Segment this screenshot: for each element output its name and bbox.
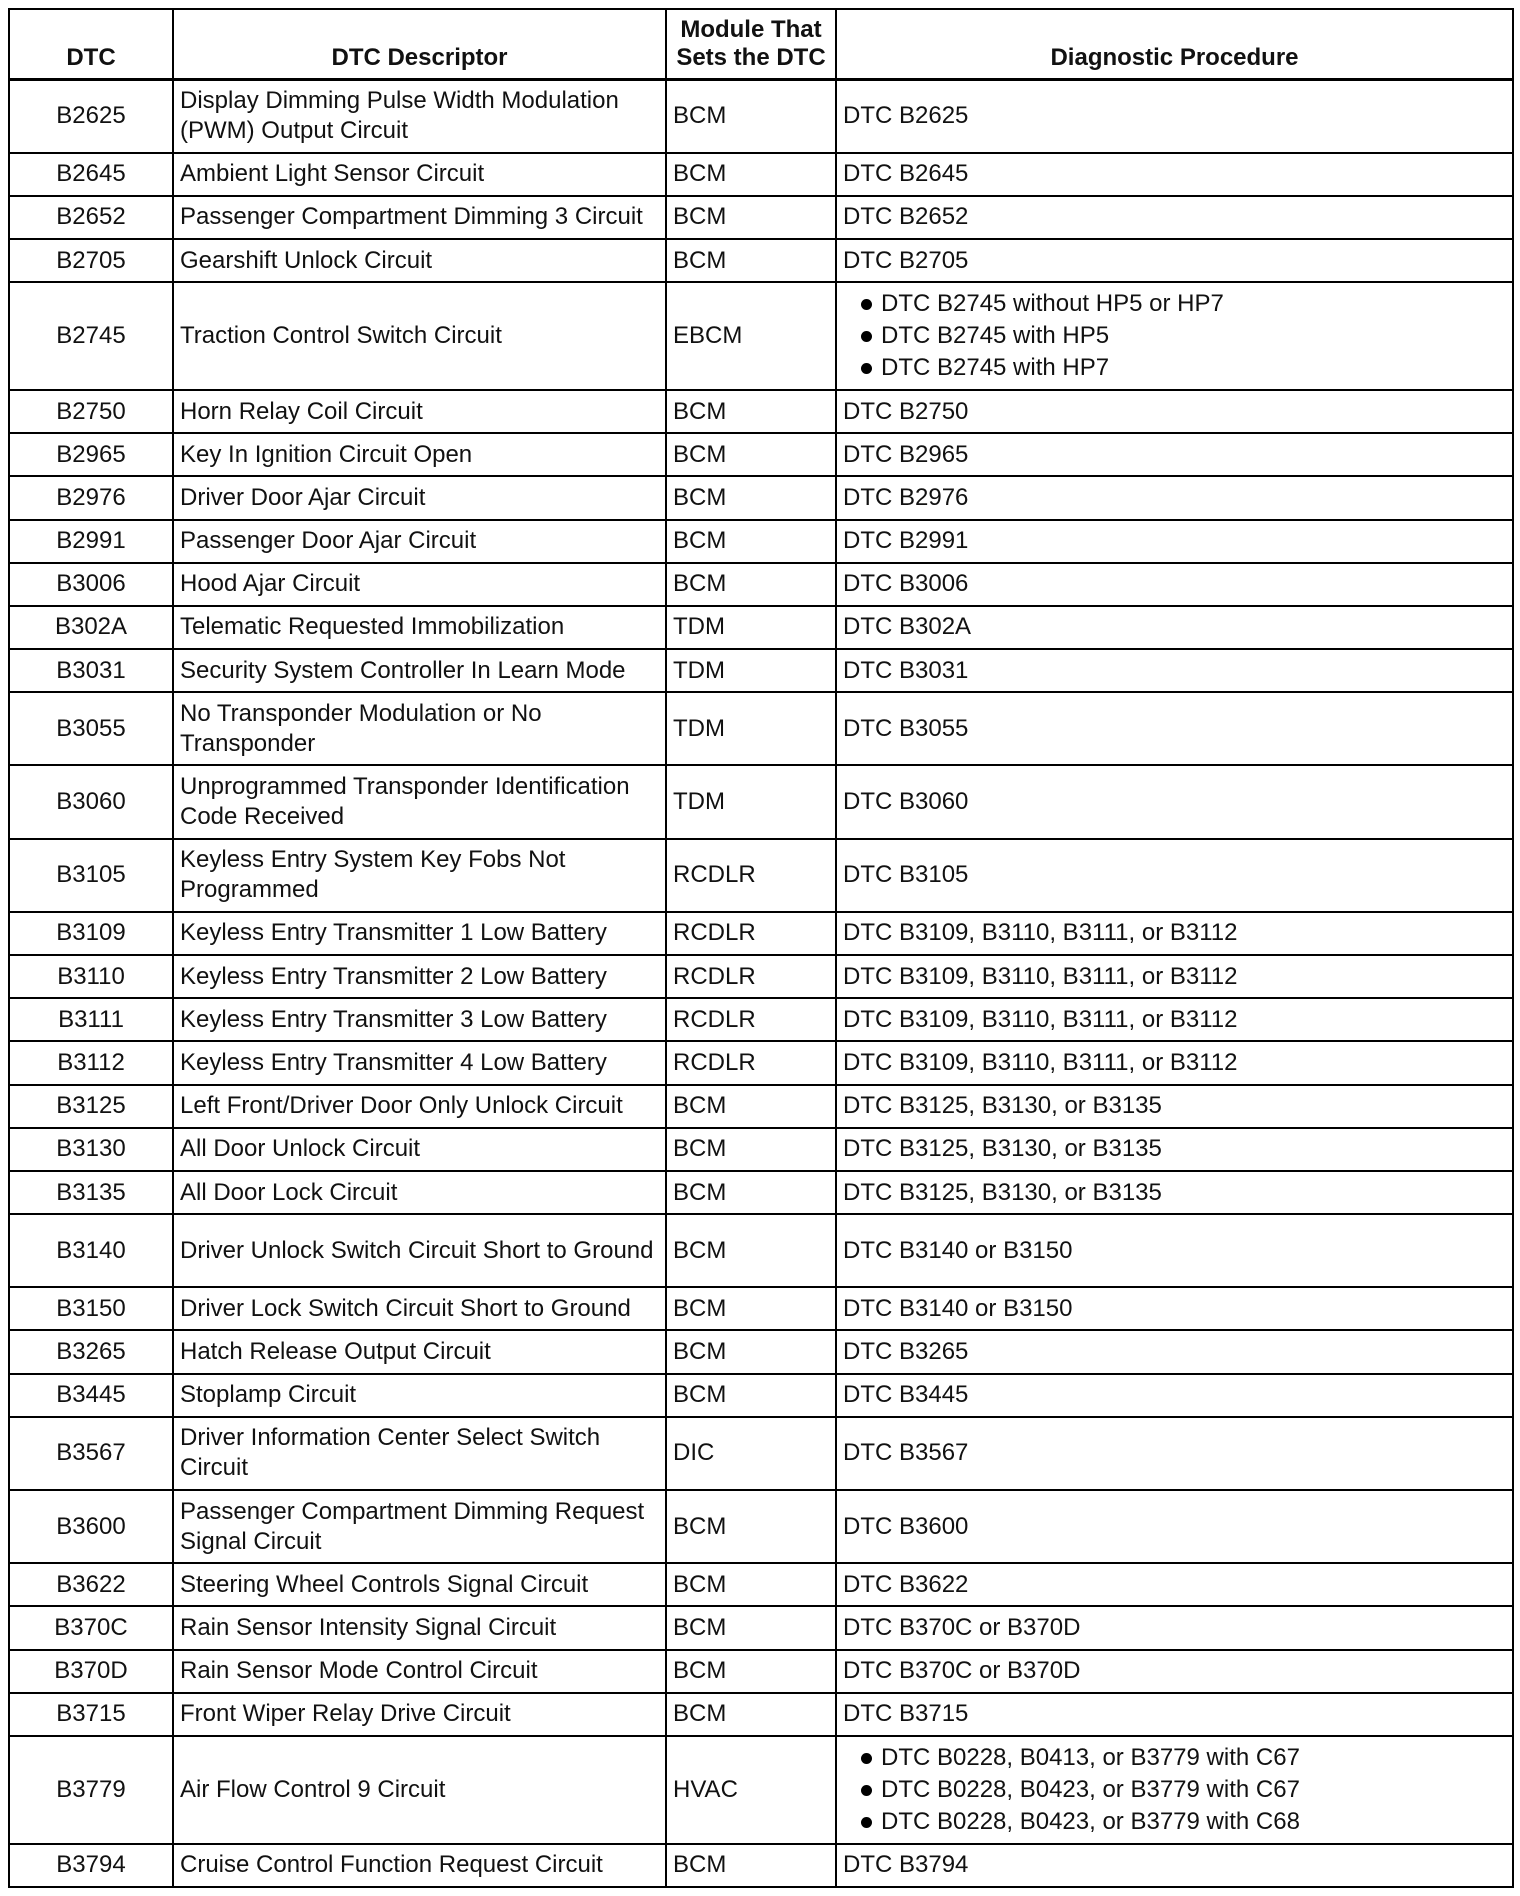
table-row [9, 1650, 1513, 1693]
diagnostic-procedure[interactable]: DTC B2976 [836, 476, 1513, 519]
dtc-code: B3125 [9, 1085, 173, 1128]
dtc-descriptor: Passenger Door Ajar Circuit [173, 520, 666, 563]
table-row [9, 1041, 1513, 1084]
diagnostic-procedure[interactable]: DTC B3109, B3110, B3111, or B3112 [836, 955, 1513, 998]
dtc-module: BCM [666, 1171, 836, 1214]
dtc-descriptor: Unprogrammed Transponder Identification Code Received [173, 765, 666, 838]
header-dtc: DTC [9, 9, 173, 80]
procedure-link[interactable]: DTC B2745 without HP5 or HP7 [843, 288, 1506, 320]
table-row [9, 1330, 1513, 1373]
dtc-descriptor: Rain Sensor Intensity Signal Circuit [173, 1606, 666, 1649]
diagnostic-procedure[interactable]: DTC B2645 [836, 153, 1513, 196]
table-row [9, 1417, 1513, 1490]
diagnostic-procedure [836, 1736, 1513, 1844]
header-module-line1: Module That [680, 16, 822, 43]
diagnostic-procedure[interactable]: DTC B302A [836, 606, 1513, 649]
dtc-code: B3150 [9, 1287, 173, 1330]
table-row [9, 1128, 1513, 1171]
dtc-code: B3112 [9, 1041, 173, 1084]
dtc-module: RCDLR [666, 955, 836, 998]
dtc-table [8, 8, 1514, 1888]
dtc-descriptor: Stoplamp Circuit [173, 1374, 666, 1417]
procedure-link[interactable]: DTC B0228, B0413, or B3779 with C67 [843, 1742, 1506, 1774]
dtc-descriptor: Telematic Requested Immobilization [173, 606, 666, 649]
table-header [9, 9, 1513, 80]
diagnostic-procedure [836, 282, 1513, 390]
diagnostic-procedure[interactable]: DTC B3445 [836, 1374, 1513, 1417]
dtc-module: BCM [666, 1650, 836, 1693]
dtc-code: B302A [9, 606, 173, 649]
dtc-descriptor: Ambient Light Sensor Circuit [173, 153, 666, 196]
dtc-code: B370C [9, 1606, 173, 1649]
dtc-descriptor: Gearshift Unlock Circuit [173, 239, 666, 282]
dtc-code: B2976 [9, 476, 173, 519]
dtc-module: TDM [666, 692, 836, 765]
table-row [9, 80, 1513, 153]
diagnostic-procedure[interactable]: DTC B2991 [836, 520, 1513, 563]
table-row [9, 839, 1513, 912]
dtc-descriptor: Driver Information Center Select Switch Circuit [173, 1417, 666, 1490]
dtc-descriptor: Passenger Compartment Dimming 3 Circuit [173, 196, 666, 239]
header-module [666, 9, 836, 80]
diagnostic-procedure[interactable]: DTC B3140 or B3150 [836, 1287, 1513, 1330]
table-row [9, 476, 1513, 519]
procedure-link[interactable]: DTC B0228, B0423, or B3779 with C67 [843, 1774, 1506, 1806]
table-row [9, 1085, 1513, 1128]
diagnostic-procedure[interactable]: DTC B3006 [836, 563, 1513, 606]
dtc-module: BCM [666, 1490, 836, 1563]
dtc-descriptor: Keyless Entry Transmitter 2 Low Battery [173, 955, 666, 998]
diagnostic-procedure[interactable]: DTC B3125, B3130, or B3135 [836, 1171, 1513, 1214]
table-row [9, 239, 1513, 282]
dtc-module: BCM [666, 1693, 836, 1736]
table-row [9, 606, 1513, 649]
dtc-code: B3110 [9, 955, 173, 998]
dtc-descriptor: Steering Wheel Controls Signal Circuit [173, 1563, 666, 1606]
procedure-list [843, 1742, 1506, 1838]
table-row [9, 433, 1513, 476]
diagnostic-procedure[interactable]: DTC B3265 [836, 1330, 1513, 1373]
diagnostic-procedure[interactable]: DTC B3125, B3130, or B3135 [836, 1128, 1513, 1171]
dtc-descriptor: Keyless Entry Transmitter 4 Low Battery [173, 1041, 666, 1084]
diagnostic-procedure[interactable]: DTC B3567 [836, 1417, 1513, 1490]
dtc-module: BCM [666, 196, 836, 239]
dtc-descriptor: Rain Sensor Mode Control Circuit [173, 1650, 666, 1693]
dtc-module: RCDLR [666, 998, 836, 1041]
diagnostic-procedure[interactable]: DTC B3140 or B3150 [836, 1214, 1513, 1287]
diagnostic-procedure[interactable]: DTC B3715 [836, 1693, 1513, 1736]
dtc-code: B3111 [9, 998, 173, 1041]
dtc-code: B2991 [9, 520, 173, 563]
dtc-code: B2705 [9, 239, 173, 282]
dtc-code: B3105 [9, 839, 173, 912]
dtc-module: RCDLR [666, 912, 836, 955]
table-row [9, 1844, 1513, 1887]
diagnostic-procedure[interactable]: DTC B3125, B3130, or B3135 [836, 1085, 1513, 1128]
table-row [9, 153, 1513, 196]
dtc-code: B3567 [9, 1417, 173, 1490]
table-row [9, 649, 1513, 692]
diagnostic-procedure[interactable]: DTC B3794 [836, 1844, 1513, 1887]
dtc-descriptor: Keyless Entry System Key Fobs Not Programmed [173, 839, 666, 912]
diagnostic-procedure[interactable]: DTC B3109, B3110, B3111, or B3112 [836, 912, 1513, 955]
header-descriptor: DTC Descriptor [173, 9, 666, 80]
dtc-module: BCM [666, 1128, 836, 1171]
dtc-code: B3265 [9, 1330, 173, 1373]
header-module-line2: Sets the DTC [676, 44, 826, 71]
diagnostic-procedure[interactable]: DTC B3060 [836, 765, 1513, 838]
diagnostic-procedure[interactable]: DTC B3109, B3110, B3111, or B3112 [836, 1041, 1513, 1084]
dtc-descriptor: Display Dimming Pulse Width Modulation (PWM) Output Circuit [173, 80, 666, 153]
dtc-descriptor: Security System Controller In Learn Mode [173, 649, 666, 692]
header-row [9, 9, 1513, 80]
dtc-code: B3445 [9, 1374, 173, 1417]
dtc-module: DIC [666, 1417, 836, 1490]
dtc-code: B3031 [9, 649, 173, 692]
dtc-code: B3060 [9, 765, 173, 838]
table-row [9, 1374, 1513, 1417]
dtc-code: B2645 [9, 153, 173, 196]
diagnostic-procedure[interactable]: DTC B2965 [836, 433, 1513, 476]
dtc-descriptor: Cruise Control Function Request Circuit [173, 1844, 666, 1887]
diagnostic-procedure[interactable]: DTC B3622 [836, 1563, 1513, 1606]
dtc-code: B2625 [9, 80, 173, 153]
dtc-code: B3715 [9, 1693, 173, 1736]
procedure-link[interactable]: DTC B2745 with HP7 [843, 352, 1506, 384]
table-row [9, 998, 1513, 1041]
table-row [9, 1693, 1513, 1736]
procedure-link[interactable]: DTC B0228, B0423, or B3779 with C68 [843, 1806, 1506, 1838]
dtc-descriptor: Hatch Release Output Circuit [173, 1330, 666, 1373]
dtc-code: B3779 [9, 1736, 173, 1844]
diagnostic-procedure[interactable]: DTC B2750 [836, 390, 1513, 433]
dtc-code: B2745 [9, 282, 173, 390]
dtc-code: B2750 [9, 390, 173, 433]
table-row [9, 1606, 1513, 1649]
table-row [9, 196, 1513, 239]
dtc-module: TDM [666, 765, 836, 838]
dtc-module: BCM [666, 1606, 836, 1649]
dtc-module: RCDLR [666, 1041, 836, 1084]
diagnostic-procedure[interactable]: DTC B3109, B3110, B3111, or B3112 [836, 998, 1513, 1041]
dtc-module: BCM [666, 520, 836, 563]
table-row [9, 912, 1513, 955]
dtc-code: B3055 [9, 692, 173, 765]
dtc-descriptor: Horn Relay Coil Circuit [173, 390, 666, 433]
dtc-code: B370D [9, 1650, 173, 1693]
dtc-module: BCM [666, 1214, 836, 1287]
dtc-descriptor: Keyless Entry Transmitter 3 Low Battery [173, 998, 666, 1041]
table-row [9, 955, 1513, 998]
dtc-module: BCM [666, 476, 836, 519]
dtc-module: RCDLR [666, 839, 836, 912]
dtc-descriptor: Keyless Entry Transmitter 1 Low Battery [173, 912, 666, 955]
diagnostic-procedure[interactable]: DTC B2705 [836, 239, 1513, 282]
table-row [9, 1736, 1513, 1844]
dtc-descriptor: Driver Door Ajar Circuit [173, 476, 666, 519]
table-row [9, 1563, 1513, 1606]
diagnostic-procedure[interactable]: DTC B370C or B370D [836, 1650, 1513, 1693]
dtc-descriptor: Driver Lock Switch Circuit Short to Ground [173, 1287, 666, 1330]
dtc-module: TDM [666, 606, 836, 649]
dtc-descriptor: Key In Ignition Circuit Open [173, 433, 666, 476]
dtc-module: BCM [666, 1374, 836, 1417]
table-row [9, 563, 1513, 606]
dtc-code: B3006 [9, 563, 173, 606]
dtc-module: BCM [666, 1287, 836, 1330]
dtc-module: BCM [666, 433, 836, 476]
diagnostic-procedure[interactable]: DTC B3600 [836, 1490, 1513, 1563]
table-row [9, 765, 1513, 838]
procedure-link[interactable]: DTC B2745 with HP5 [843, 320, 1506, 352]
diagnostic-procedure[interactable]: DTC B3055 [836, 692, 1513, 765]
dtc-module: BCM [666, 390, 836, 433]
dtc-module: HVAC [666, 1736, 836, 1844]
dtc-code: B2965 [9, 433, 173, 476]
dtc-descriptor: Front Wiper Relay Drive Circuit [173, 1693, 666, 1736]
dtc-module: BCM [666, 1563, 836, 1606]
dtc-module: BCM [666, 1085, 836, 1128]
dtc-module: BCM [666, 1330, 836, 1373]
dtc-module: BCM [666, 80, 836, 153]
dtc-module: BCM [666, 239, 836, 282]
table-row [9, 1490, 1513, 1563]
dtc-code: B3135 [9, 1171, 173, 1214]
table-row [9, 390, 1513, 433]
dtc-descriptor: All Door Lock Circuit [173, 1171, 666, 1214]
procedure-list [843, 288, 1506, 384]
dtc-code: B3130 [9, 1128, 173, 1171]
dtc-descriptor: Traction Control Switch Circuit [173, 282, 666, 390]
diagnostic-procedure[interactable]: DTC B370C or B370D [836, 1606, 1513, 1649]
diagnostic-procedure[interactable]: DTC B2625 [836, 80, 1513, 153]
table-row [9, 520, 1513, 563]
dtc-descriptor: Hood Ajar Circuit [173, 563, 666, 606]
dtc-code: B3600 [9, 1490, 173, 1563]
dtc-descriptor: No Transponder Modulation or No Transponder [173, 692, 666, 765]
table-row [9, 692, 1513, 765]
diagnostic-procedure[interactable]: DTC B3031 [836, 649, 1513, 692]
dtc-module: TDM [666, 649, 836, 692]
dtc-module: BCM [666, 563, 836, 606]
dtc-descriptor: Driver Unlock Switch Circuit Short to Ground [173, 1214, 666, 1287]
dtc-descriptor: Passenger Compartment Dimming Request Signal Circuit [173, 1490, 666, 1563]
dtc-code: B3622 [9, 1563, 173, 1606]
dtc-module: EBCM [666, 282, 836, 390]
dtc-code: B3140 [9, 1214, 173, 1287]
dtc-module: BCM [666, 1844, 836, 1887]
dtc-descriptor: Air Flow Control 9 Circuit [173, 1736, 666, 1844]
diagnostic-procedure[interactable]: DTC B2652 [836, 196, 1513, 239]
dtc-code: B2652 [9, 196, 173, 239]
table-row [9, 1214, 1513, 1287]
table-row [9, 1171, 1513, 1214]
diagnostic-procedure[interactable]: DTC B3105 [836, 839, 1513, 912]
header-procedure: Diagnostic Procedure [836, 9, 1513, 80]
table-body [9, 80, 1513, 1888]
table-row [9, 1287, 1513, 1330]
dtc-module: BCM [666, 153, 836, 196]
dtc-code: B3109 [9, 912, 173, 955]
dtc-descriptor: All Door Unlock Circuit [173, 1128, 666, 1171]
table-row [9, 282, 1513, 390]
dtc-code: B3794 [9, 1844, 173, 1887]
dtc-descriptor: Left Front/Driver Door Only Unlock Circuit [173, 1085, 666, 1128]
